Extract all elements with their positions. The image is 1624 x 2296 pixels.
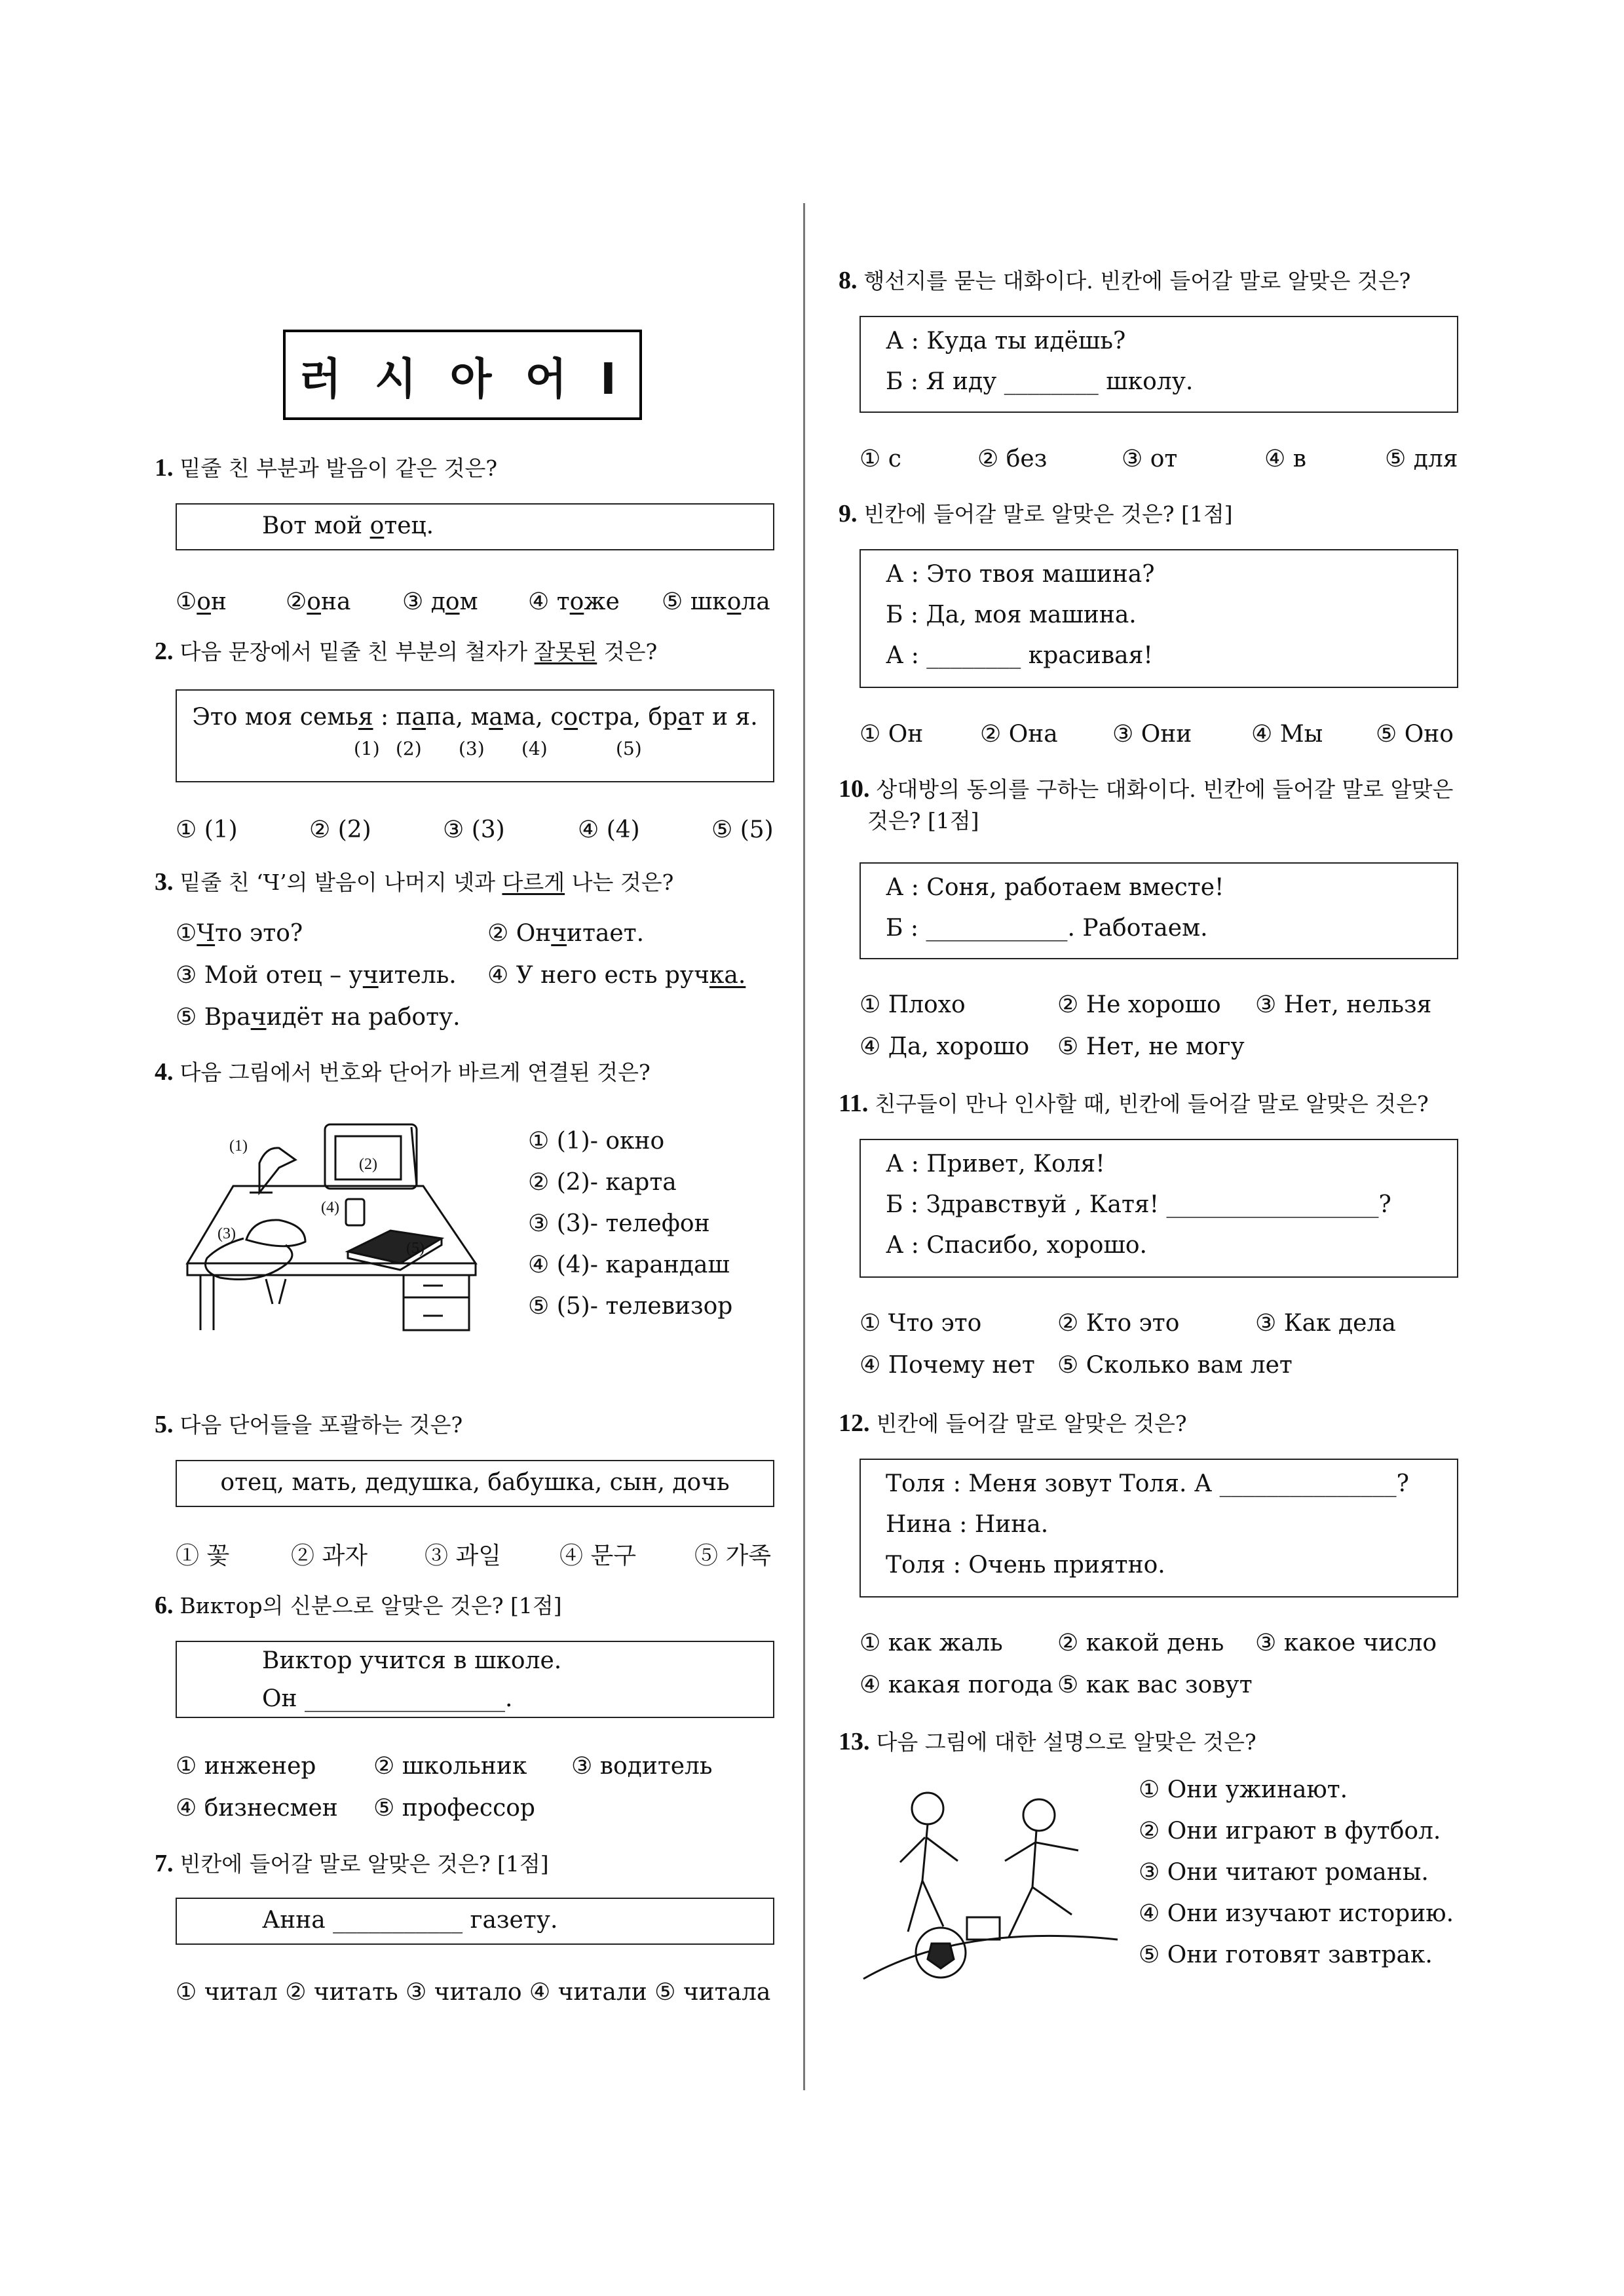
question-6: 6. Виктор의 신분으로 알맞은 것은? [1점] <box>155 1592 562 1619</box>
ground-line <box>863 1936 1118 1979</box>
question-5-options <box>176 1536 771 1577</box>
option-1[interactable]: ① инженер <box>176 1753 316 1780</box>
question-2-sentence: Это моя семья : папа, мама, состра, брат и я. <box>192 704 758 731</box>
page-title: 러 시 아 어 Ⅰ <box>283 330 642 420</box>
option-3[interactable]: ③ водитель <box>571 1753 713 1780</box>
player-2-head <box>1023 1799 1055 1831</box>
question-9-box: А : Это твоя машина? Б : Да, моя машина. А : ________ красивая! <box>859 549 1458 688</box>
option-4[interactable]: ④ У него есть ручка. <box>487 962 746 989</box>
question-13: 13. 다음 그림에 대한 설명으로 알맞은 것은? <box>839 1728 1256 1755</box>
option-5[interactable]: ⑤ школа <box>662 588 770 615</box>
question-2: 2. 다음 문장에서 밑줄 친 부분의 철자가 잘못된 것은? <box>155 638 658 665</box>
option-4[interactable]: ④ Почему нет <box>859 1352 1035 1379</box>
question-12-options <box>859 1622 1437 1706</box>
option-3[interactable]: ③ Нет, нельзя <box>1255 991 1432 1018</box>
question-5-box: отец, мать, дедушка, бабушка, сын, дочь <box>176 1460 774 1507</box>
option-5[interactable]: ⑤ Оно <box>1376 721 1454 748</box>
option-2[interactable]: ② 과자 <box>291 1542 368 1569</box>
question-9-options <box>859 714 1454 755</box>
option-2[interactable]: ② Они играют в футбол. <box>1139 1818 1441 1845</box>
question-9: 9. 빈칸에 들어갈 말로 알맞은 것은? [1점] <box>839 500 1233 527</box>
question-10-options <box>859 984 1431 1068</box>
option-2[interactable]: ② Она <box>980 721 1058 748</box>
question-1: 1. 밑줄 친 부분과 발음이 같은 것은? <box>155 454 498 482</box>
question-7-options[interactable]: ① читал ② читать ③ читало ④ читали ⑤ читала <box>176 1979 771 2006</box>
option-3[interactable]: ③ Они читают романы. <box>1139 1859 1429 1886</box>
option-3[interactable]: ③ (3)- телефон <box>528 1210 710 1237</box>
book <box>967 1917 1000 1940</box>
question-13-options <box>1139 1769 1454 1976</box>
option-1[interactable]: ① Плохо <box>859 991 966 1018</box>
option-1[interactable]: ① Он <box>859 721 924 748</box>
option-5[interactable]: ⑤ как вас зовут <box>1057 1672 1253 1698</box>
option-4[interactable]: ④ какая погода <box>859 1672 1053 1698</box>
option-3[interactable]: ③ 과일 <box>425 1542 501 1569</box>
option-3[interactable]: ③ какое число <box>1255 1630 1437 1656</box>
option-3[interactable]: ③ Они <box>1112 721 1192 748</box>
option-1[interactable]: ① как жаль <box>859 1630 1003 1656</box>
option-5[interactable]: ⑤ Врачидёт на работу. <box>176 1004 461 1031</box>
question-12-box: Толя : Меня зовут Толя. А _______________? Нина : Нина. Толя : Очень приятно. <box>859 1459 1458 1598</box>
question-8: 8. 행선지를 묻는 대화이다. 빈칸에 들어갈 말로 알맞은 것은? <box>839 267 1411 294</box>
option-5[interactable]: ⑤ 가족 <box>694 1542 771 1569</box>
option-4[interactable]: ④ бизнесмен <box>176 1795 338 1822</box>
option-1[interactable]: ①Что это? <box>176 920 303 947</box>
option-3[interactable]: ③ Как дела <box>1255 1310 1396 1337</box>
option-2[interactable]: ② без <box>977 446 1048 472</box>
question-7: 7. 빈칸에 들어갈 말로 알맞은 것은? [1점] <box>155 1850 549 1877</box>
option-2[interactable]: ② (2) <box>309 816 371 843</box>
option-4[interactable]: ④ в <box>1264 446 1306 472</box>
option-3[interactable]: ③ от <box>1122 446 1178 472</box>
question-4: 4. 다음 그림에서 번호와 단어가 바르게 연결된 것은? <box>155 1058 651 1086</box>
question-4-options <box>528 1120 732 1327</box>
desk-illustration <box>181 1107 508 1343</box>
option-1[interactable]: ① 꽃 <box>176 1542 230 1569</box>
option-5[interactable]: ⑤ (5)- телевизор <box>528 1293 733 1320</box>
question-12: 12. 빈칸에 들어갈 말로 알맞은 것은? <box>839 1409 1187 1437</box>
question-6-options <box>176 1746 713 1829</box>
question-11-box: А : Привет, Коля! Б : Здравствуй , Катя! __________________? А : Спасибо, хорошо. <box>859 1139 1458 1278</box>
option-1[interactable]: ① Они ужинают. <box>1139 1776 1348 1803</box>
question-11-options <box>859 1303 1396 1387</box>
desk-leg <box>200 1275 214 1330</box>
label-3: (3) <box>217 1225 236 1242</box>
option-2[interactable]: ② Не хорошо <box>1057 991 1221 1018</box>
label-5: (5) <box>406 1240 425 1257</box>
option-5[interactable]: ⑤ профессор <box>373 1795 535 1822</box>
label-4: (4) <box>321 1199 339 1216</box>
player-2-body <box>1005 1831 1078 1937</box>
option-3[interactable]: ③ (3) <box>443 816 505 843</box>
question-1-options <box>176 582 770 622</box>
option-4[interactable]: ④ тоже <box>528 588 620 615</box>
player-1-body <box>900 1824 958 1932</box>
option-4[interactable]: ④ Да, хорошо <box>859 1033 1030 1060</box>
option-1[interactable]: ①он <box>176 588 227 615</box>
desk-top <box>187 1186 476 1263</box>
option-2[interactable]: ② (2)- карта <box>528 1169 677 1196</box>
question-6-box: Виктор учится в школе. Он _________________. <box>176 1641 774 1718</box>
option-4[interactable]: ④ Мы <box>1251 721 1323 748</box>
option-4[interactable]: ④ (4)- карандаш <box>528 1252 730 1278</box>
option-4[interactable]: ④ Они изучают историю. <box>1139 1900 1454 1927</box>
option-1[interactable]: ① Что это <box>859 1310 982 1337</box>
option-3[interactable]: ③ Мой отец – учитель. <box>176 962 457 989</box>
option-5[interactable]: ⑤ для <box>1385 446 1458 472</box>
question-3-options <box>176 913 746 1039</box>
question-8-options <box>859 439 1458 480</box>
option-1[interactable]: ① с <box>859 446 901 472</box>
question-7-box: Анна ___________ газету. <box>176 1898 774 1945</box>
question-11: 11. 친구들이 만나 인사할 때, 빈칸에 들어갈 말로 알맞은 것은? <box>839 1090 1429 1117</box>
option-2[interactable]: ② Кто это <box>1057 1310 1180 1337</box>
question-10-box: А : Соня, работаем вместе! Б : ____________. Работаем. <box>859 862 1458 959</box>
question-1-text: 밑줄 친 부분과 발음이 같은 것은? <box>179 455 498 481</box>
option-1[interactable]: ① (1)- окно <box>528 1128 665 1155</box>
question-2-box: Это моя семья : папа, мама, состра, брат и я. (1) (2) (3) (4) (5) <box>176 689 774 782</box>
soccer-illustration <box>862 1782 1144 1985</box>
option-5[interactable]: ⑤ Нет, не могу <box>1057 1033 1245 1060</box>
label-1: (1) <box>229 1138 248 1155</box>
option-2[interactable]: ② школьник <box>373 1753 527 1780</box>
option-5[interactable]: ⑤ Сколько вам лет <box>1057 1352 1293 1379</box>
question-10: 10. 상대방의 동의를 구하는 대화이다. 빈칸에 들어갈 말로 알맞은 것은? [1점] <box>839 775 1454 833</box>
column-divider <box>803 203 805 2090</box>
option-2[interactable]: ② какой день <box>1057 1630 1224 1656</box>
option-3[interactable]: ③ дом <box>402 588 478 615</box>
option-2[interactable]: ② Ончитает. <box>487 920 645 947</box>
option-1[interactable]: ① (1) <box>176 816 238 843</box>
option-4[interactable]: ④ 문구 <box>559 1542 636 1569</box>
option-5[interactable]: ⑤ Они готовят завтрак. <box>1139 1942 1433 1968</box>
option-2[interactable]: ②она <box>286 588 351 615</box>
label-2: (2) <box>359 1156 377 1173</box>
option-5[interactable]: ⑤ (5) <box>711 816 774 843</box>
question-2-options <box>176 810 774 851</box>
player-1-head <box>912 1793 943 1824</box>
question-5: 5. 다음 단어들을 포괄하는 것은? <box>155 1411 463 1438</box>
question-3: 3. 밑줄 친 ‘Ч’의 발음이 나머지 넷과 다르게 나는 것은? <box>155 868 674 896</box>
option-4[interactable]: ④ (4) <box>578 816 640 843</box>
question-8-box: А : Куда ты идёшь? Б : Я иду ________ школу. <box>859 316 1458 413</box>
question-1-box: Вот мой отец. <box>176 503 774 550</box>
